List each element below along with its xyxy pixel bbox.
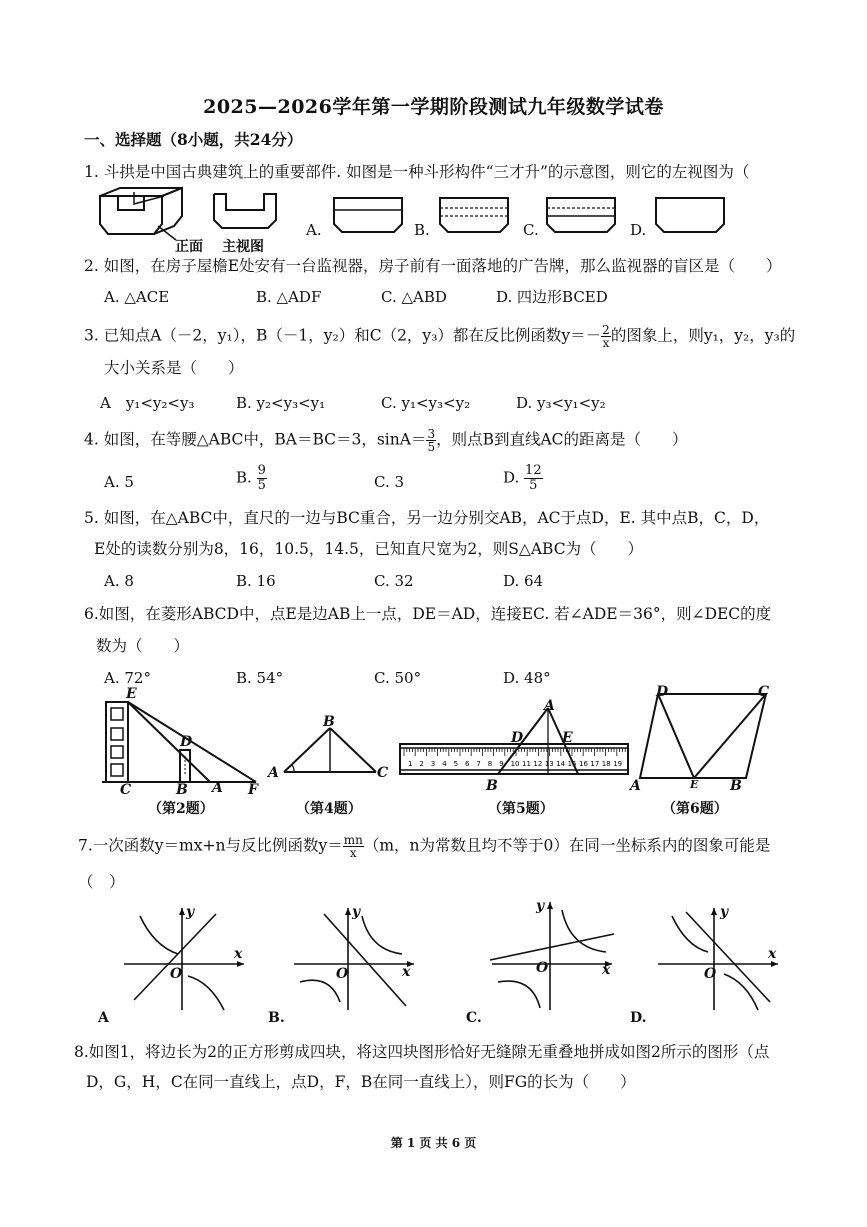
ruler-number: 8 — [487, 760, 493, 768]
q2-option-b[interactable]: B. △ADF — [256, 288, 322, 306]
q1-option-c-label: C. — [523, 221, 539, 239]
q7a-axis-x: x — [234, 946, 243, 962]
q3-option-c[interactable]: C. y₁<y₃<y₂ — [381, 394, 471, 412]
fig2-caption: （第2题） — [148, 801, 214, 817]
ruler-number: 1 — [408, 760, 413, 768]
ruler-number: 10 — [510, 760, 520, 768]
q4-text-b: ，则点B到直线AC的距离是（ ） — [436, 430, 688, 449]
q4-text-a: 4. 如图，在等腰△ABC中，BA＝BC＝3，sinA＝ — [84, 430, 427, 449]
fig5-label-e: E — [562, 730, 573, 746]
q5-option-d[interactable]: D. 64 — [503, 572, 544, 590]
fig2-label-d: D — [180, 734, 193, 750]
q6-option-d[interactable]: D. 48° — [503, 669, 551, 687]
q4-option-a[interactable]: A. 5 — [104, 473, 134, 491]
exam-title: 2025—2026学年第一学期阶段测试九年级数学试卷 — [203, 96, 664, 118]
q3-text-b: 的图象上，则y₁，y₂，y₃的 — [610, 326, 796, 345]
ruler-number: 6 — [465, 760, 470, 768]
question-3-line1 — [84, 324, 795, 349]
q7-label-a: A — [98, 1010, 109, 1026]
q7d-origin: O — [704, 966, 717, 982]
q7-label-d: D. — [630, 1010, 647, 1026]
ruler-number: 5 — [453, 760, 459, 768]
fig6-label-c: C — [758, 684, 770, 700]
fig2-label-c: C — [120, 782, 132, 798]
q1-label-main-view: 主视图 — [222, 239, 264, 255]
ruler-number: 15 — [567, 760, 577, 768]
question-2-text: 2. 如图，在房子屋檐E处安有一台监视器，房子前有一面落地的广告牌，那么监视器的盲区是（ ） — [84, 257, 782, 275]
q7d-axis-x: x — [768, 946, 777, 962]
ruler-number: 3 — [430, 760, 436, 768]
q3-option-d[interactable]: D. y₃<y₁<y₂ — [516, 394, 606, 412]
q7d-axis-y: y — [720, 904, 729, 920]
figure-q6 — [636, 686, 778, 786]
q7b-origin: O — [336, 966, 349, 982]
ruler-number: 4 — [442, 760, 447, 768]
fig5-label-d: D — [511, 730, 524, 746]
ruler-number: 7 — [476, 760, 481, 768]
question-8-line1: 8.如图1，将边长为2的正方形剪成四块，将这四块图形恰好无缝隙无重叠地拼成如图2所示的图形（点 — [74, 1043, 770, 1061]
fig4-label-b: B — [323, 714, 335, 730]
q3-option-a[interactable]: A y₁<y₂<y₃ — [100, 394, 195, 412]
section-heading: 一、选择题（8小题，共24分） — [84, 130, 303, 149]
q1-option-a-label: A. — [306, 221, 322, 239]
q2-option-c[interactable]: C. △ABD — [381, 288, 447, 306]
fig5-label-a: A — [544, 698, 555, 714]
q4-option-d[interactable]: D. $\frac{12}{5}$ — [503, 463, 542, 493]
fig6-label-a: A — [630, 778, 641, 794]
fig5-caption: （第5题） — [488, 801, 554, 817]
q1-option-b-label: B. — [414, 221, 430, 239]
q4-option-c[interactable]: C. 3 — [374, 473, 405, 491]
question-4-line — [84, 428, 688, 453]
q7a-origin: O — [170, 966, 183, 982]
q1-option-a-figure[interactable] — [332, 196, 404, 234]
q4-option-b[interactable]: B. $\frac{9}{5}$ — [236, 463, 266, 493]
fig6-caption: （第6题） — [662, 801, 728, 817]
q7c-origin: O — [536, 960, 549, 976]
q7-fraction: $\frac{mn}{x}$ — [343, 833, 363, 860]
ruler-number: 9 — [499, 760, 504, 768]
q7b-axis-x: x — [402, 964, 411, 980]
ruler-number: 18 — [601, 760, 611, 768]
q1-option-d-label: D. — [630, 221, 647, 239]
ruler-number: 16 — [579, 760, 588, 768]
question-1-text: 1. 斗拱是中国古典建筑上的重要部件. 如图是一种斗形构件“三才升”的示意图，则它的左视图为（ — [84, 163, 750, 181]
q1-option-c-figure[interactable] — [545, 196, 617, 234]
q7-label-c: C. — [466, 1010, 482, 1026]
ruler-number: 14 — [556, 760, 566, 768]
question-7-line2: （ ） — [78, 873, 125, 891]
ruler-number: 13 — [544, 760, 554, 768]
fig6-label-b: B — [730, 778, 742, 794]
fig2-label-e: E — [126, 686, 137, 702]
fig6-label-e: E — [690, 778, 699, 791]
q7-graph-d[interactable] — [654, 902, 784, 1012]
q7c-axis-y: y — [536, 898, 545, 914]
fig2-label-f: F — [248, 782, 258, 798]
fig2-label-b: B — [176, 782, 188, 798]
ruler-number: 11 — [522, 760, 531, 768]
q7-label-b: B. — [268, 1010, 285, 1026]
ruler-number: 12 — [533, 760, 543, 768]
q7c-axis-x: x — [602, 962, 611, 978]
fig2-label-a: A — [212, 780, 223, 796]
question-7-line1: 7.一次函数y＝mx+n与反比例函数y＝ $\frac{mn}{x}$ （m，n为常数且均不等于0）在同一坐标系内的图象可能是 — [78, 833, 771, 860]
fig4-label-c: C — [377, 765, 389, 781]
fig5-label-b: B — [486, 778, 498, 794]
q2-option-d[interactable]: D. 四边形BCED — [496, 288, 608, 306]
q6-option-a[interactable]: A. 72° — [104, 669, 151, 687]
q3-option-b[interactable]: B. y₂<y₃<y₁ — [236, 394, 326, 412]
q1-option-b-figure[interactable] — [438, 196, 510, 234]
q7b-axis-y: y — [352, 904, 361, 920]
q5-option-a[interactable]: A. 8 — [104, 572, 134, 590]
ruler-number: 17 — [590, 760, 600, 768]
question-8-line2: D，G，H，C在同一直线上，点D，F，B在同一直线上），则FG的长为（ ） — [86, 1073, 636, 1091]
q2-option-a[interactable]: A. △ACE — [104, 288, 170, 306]
q7-graph-a[interactable] — [120, 902, 250, 1012]
q3-fraction: $\frac{2}{x}$ — [602, 323, 610, 350]
question-6-line1: 6.如图，在菱形ABCD中，点E是边AB上一点，DE＝AD，连接EC. 若∠ADE＝36°，则∠DEC的度 — [84, 605, 772, 623]
question-5-line2: E处的读数分别为8，16，10.5，14.5，已知直尺宽为2，则S△ABC为（ ） — [94, 540, 644, 558]
q5-option-b[interactable]: B. 16 — [236, 572, 276, 590]
fig4-caption: （第4题） — [296, 801, 362, 817]
q5-option-c[interactable]: C. 32 — [374, 572, 414, 590]
q4-fraction: $\frac{3}{5}$ — [427, 427, 436, 454]
q1-main-view — [212, 192, 278, 232]
fig4-label-a: A — [268, 765, 279, 781]
question-6-line2: 数为（ ） — [96, 637, 190, 655]
question-3-line2: 大小关系是（ ） — [104, 359, 244, 377]
q3-text-a: 3. 已知点A（－2，y₁），B（－1，y₂）和C（2，y₃）都在反比例函数y＝－ — [84, 326, 602, 345]
question-5-line1: 5. 如图，在△ABC中，直尺的一边与BC重合，另一边分别交AB，AC于点D，E. 其中点B，C，D， — [84, 509, 770, 527]
q1-option-d-figure[interactable] — [654, 196, 726, 234]
q7-graph-c[interactable] — [488, 896, 618, 1012]
ruler-number: 19 — [613, 760, 623, 768]
ruler-number: 2 — [419, 760, 424, 768]
page-footer: 第 1 页 共 6 页 — [390, 1136, 477, 1150]
q6-option-c[interactable]: C. 50° — [374, 669, 422, 687]
q7a-axis-y: y — [186, 904, 195, 920]
q6-option-b[interactable]: B. 54° — [236, 669, 284, 687]
fig6-label-d: D — [656, 684, 669, 700]
q1-label-front: 正面 — [175, 239, 203, 255]
